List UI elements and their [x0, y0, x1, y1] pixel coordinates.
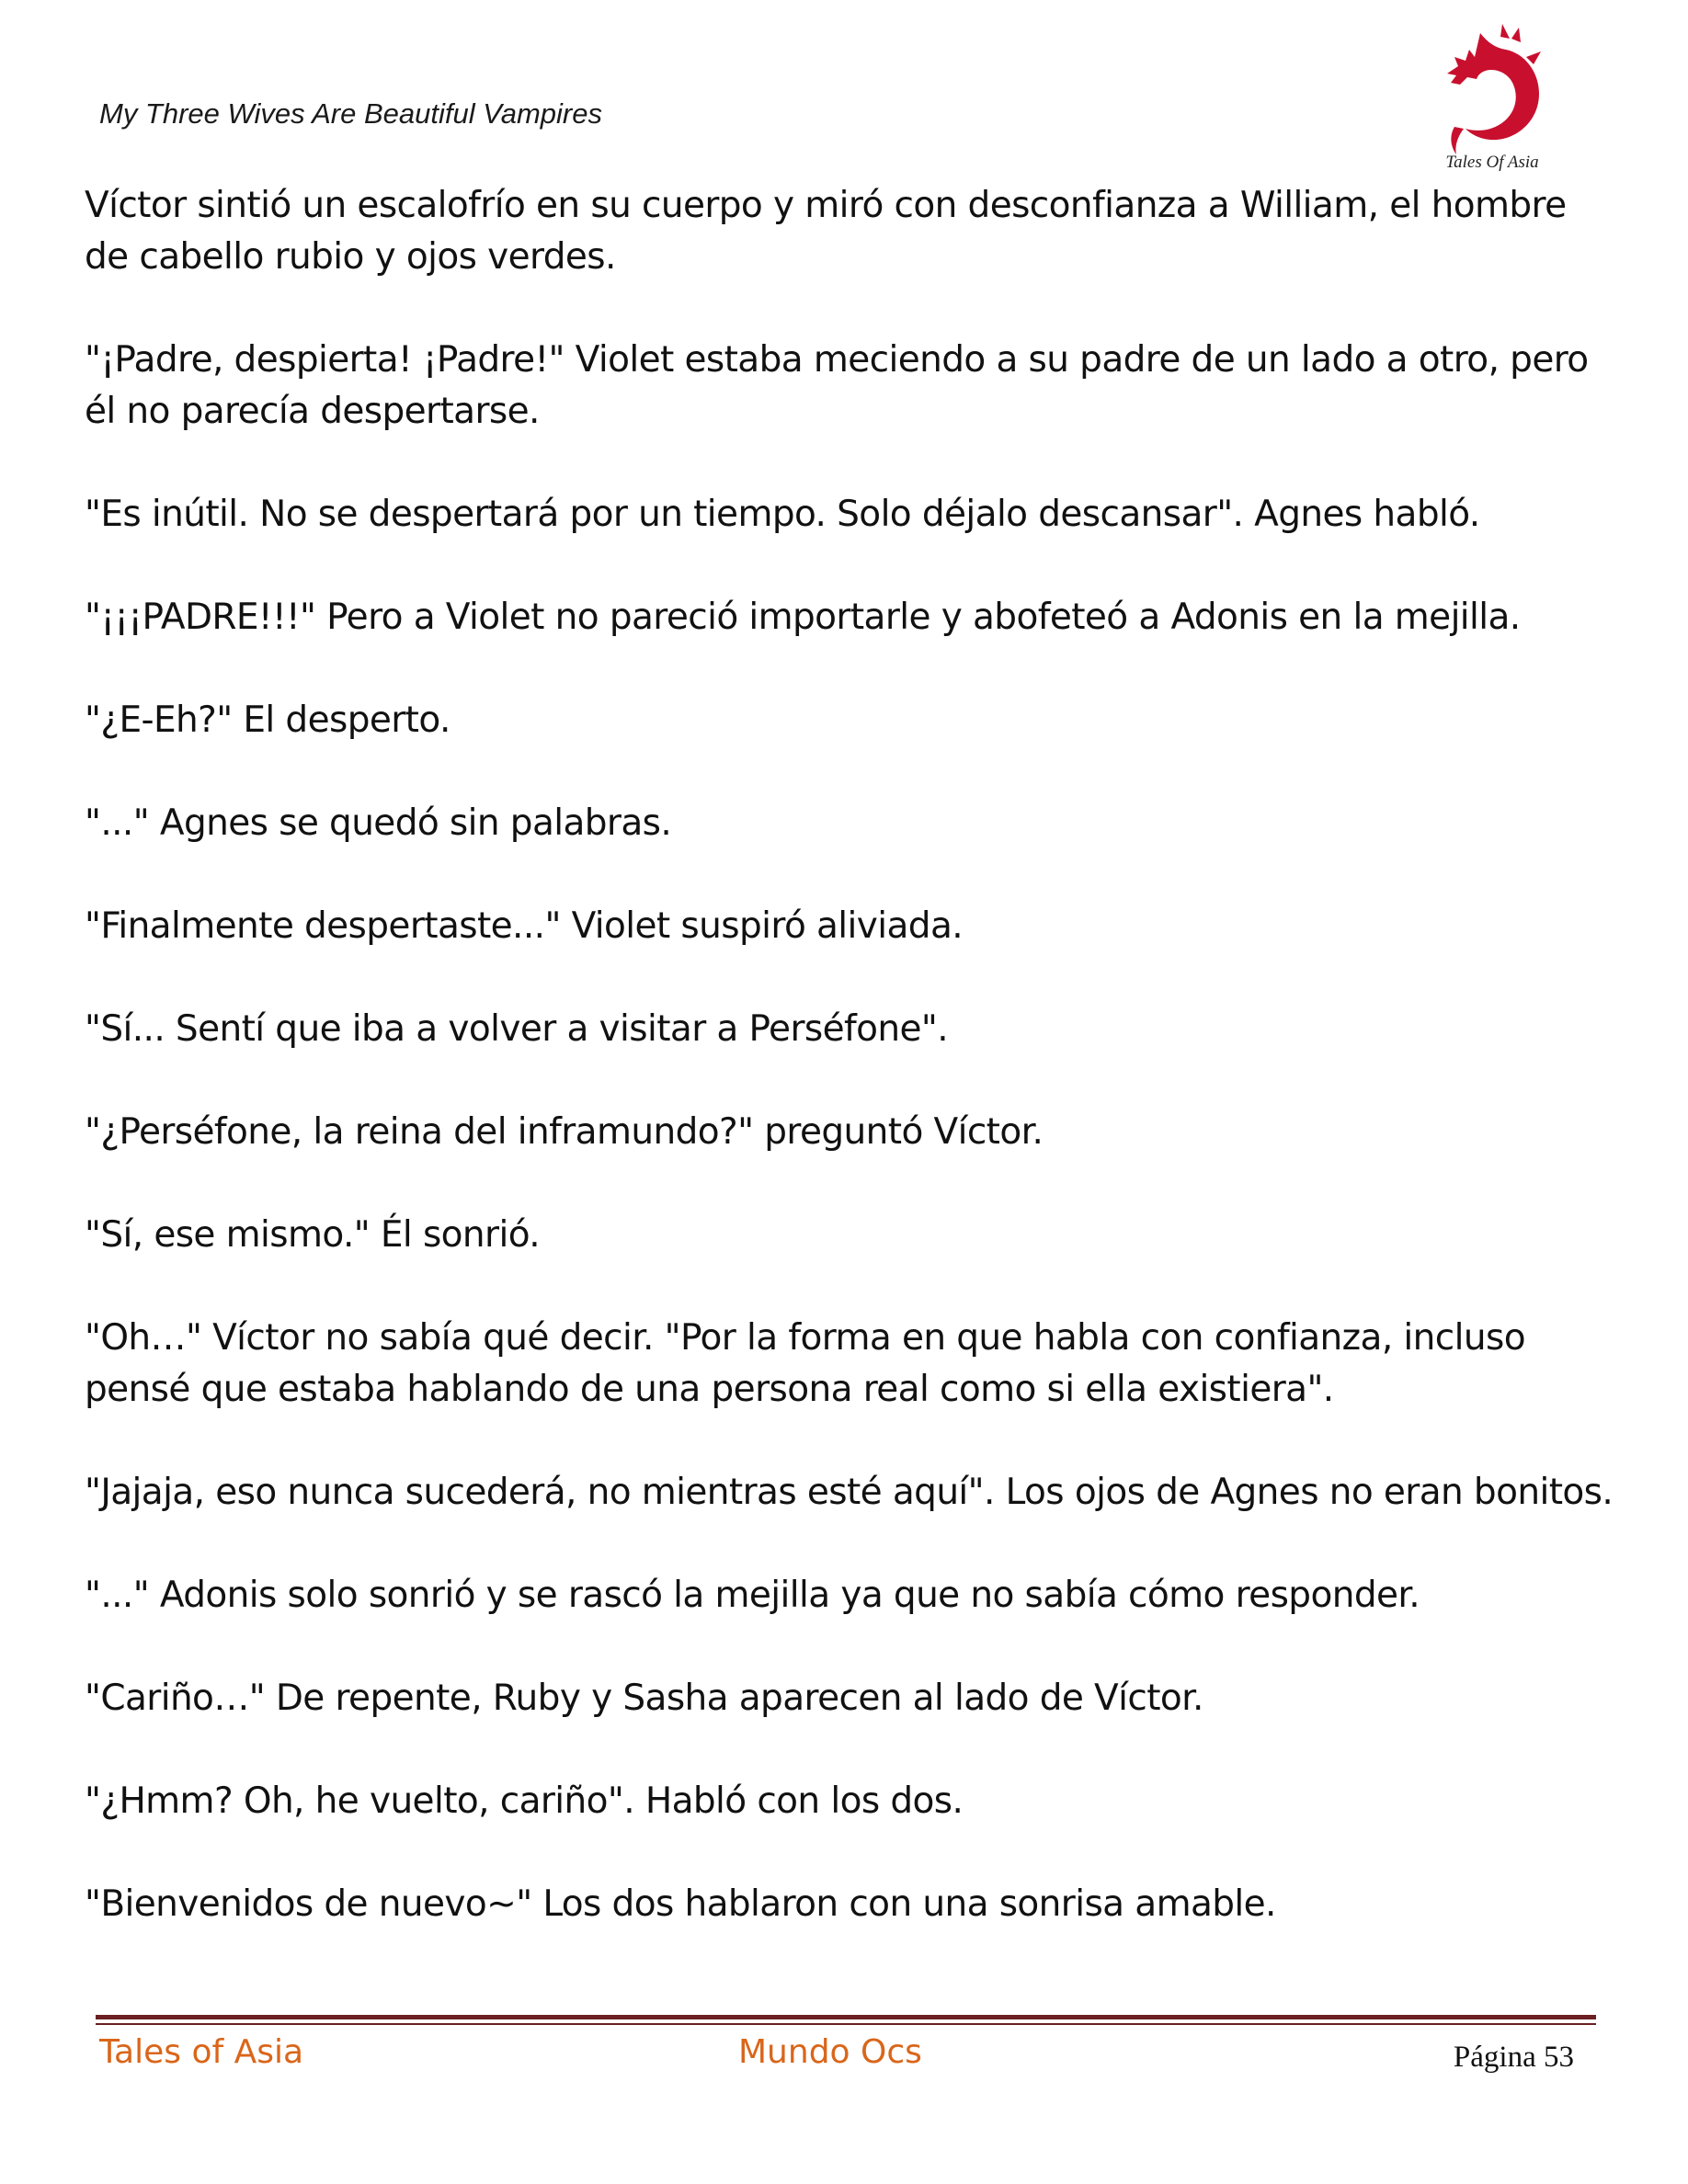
logo-text: Tales Of Asia [1445, 153, 1539, 172]
paragraph: "Jajaja, eso nunca sucederá, no mientras esté aquí". Los ojos de Agnes no eran bonitos. [85, 1472, 1614, 1513]
footer-publisher: Tales of Asia [99, 2033, 304, 2071]
paragraph: "Es inútil. No se despertará por un tiempo. Solo déjalo descansar". Agnes habló. [85, 494, 1480, 535]
paragraph: "Finalmente despertaste..." Violet suspiró aliviada. [85, 905, 964, 947]
chapter-body [85, 180, 1620, 1982]
paragraph: "Cariño…" De repente, Ruby y Sasha aparecen al lado de Víctor. [85, 1678, 1203, 1719]
footer-translator: Mundo Ocs [738, 2033, 922, 2071]
paragraph: Víctor sintió un escalofrío en su cuerpo y miró con desconfianza a William, el hombre de cabello rubio y ojos verdes. [85, 185, 1567, 278]
red-dragon-logo-icon [1423, 20, 1561, 181]
paragraph: "¿E-Eh?" El desperto. [85, 700, 451, 741]
paragraph: "Sí, ese mismo." Él sonrió. [85, 1214, 541, 1256]
paragraph: "¡Padre, despierta! ¡Padre!" Violet estaba meciendo a su padre de un lado a otro, pero él no parecía despertarse. [85, 339, 1589, 432]
header-book-title: My Three Wives Are Beautiful Vampires [99, 97, 602, 130]
paragraph: "..." Agnes se quedó sin palabras. [85, 802, 672, 844]
paragraph: "Bienvenidos de nuevo~" Los dos hablaron con una sonrisa amable. [85, 1883, 1276, 1925]
paragraph: "¿Hmm? Oh, he vuelto, cariño". Habló con los dos. [85, 1780, 964, 1822]
footer-divider-thin [96, 2023, 1596, 2025]
page-number: Página 53 [1453, 2041, 1574, 2074]
paragraph: "Oh…" Víctor no sabía qué decir. "Por la forma en que habla con confianza, incluso pensé que estaba hablando de una persona real como si ella existiera". [85, 1317, 1525, 1410]
paragraph: "..." Adonis solo sonrió y se rascó la mejilla ya que no sabía cómo responder. [85, 1575, 1420, 1616]
paragraph: "Sí... Sentí que iba a volver a visitar a Perséfone". [85, 1008, 949, 1050]
paragraph: "¿Perséfone, la reina del inframundo?" preguntó Víctor. [85, 1111, 1044, 1153]
footer-divider [96, 2015, 1596, 2019]
paragraph: "¡¡¡PADRE!!!" Pero a Violet no pareció importarle y abofeteó a Adonis en la mejilla. [85, 597, 1521, 638]
